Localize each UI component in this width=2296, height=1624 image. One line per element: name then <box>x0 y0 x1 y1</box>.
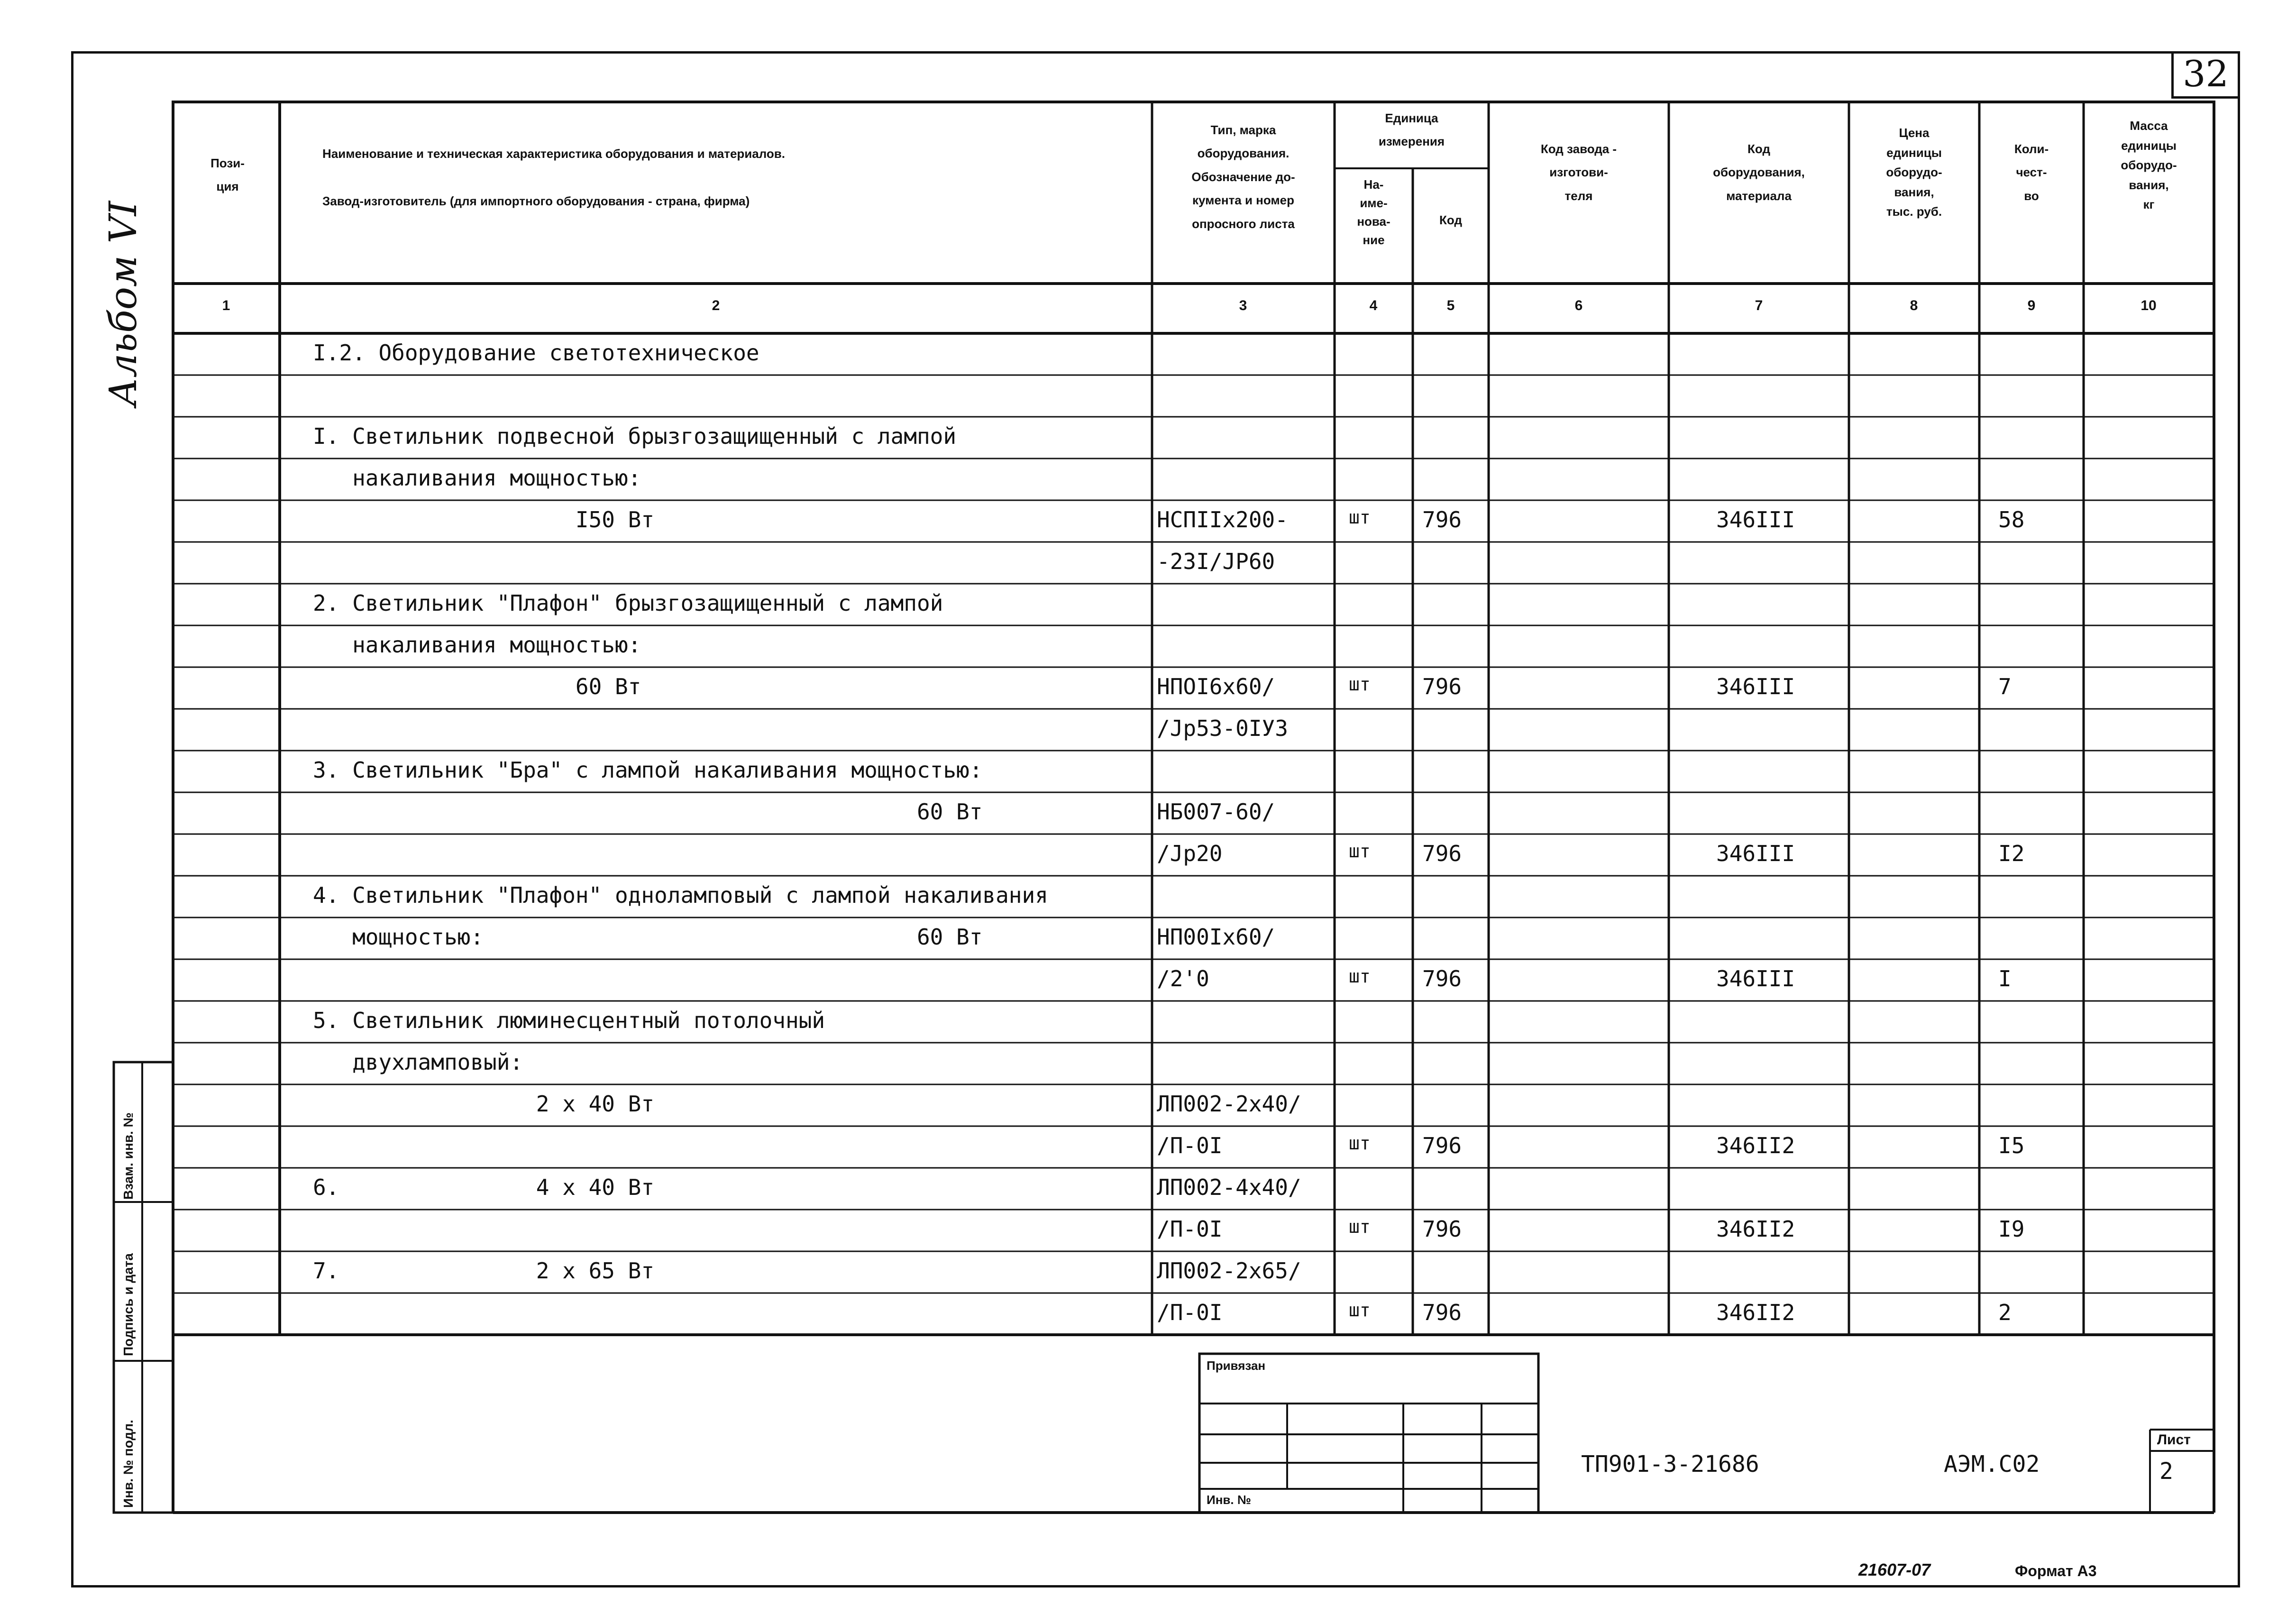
row-equipment-code: 346III <box>1716 674 1795 699</box>
row-name: 4. Светильник "Плафон" одноламповый с лампой накаливания <box>313 882 1048 908</box>
row-equipment-code: 346III <box>1716 841 1795 866</box>
row-type: /Јр53-0IУ3 <box>1157 716 1288 741</box>
row-type: НПОI6х60/ <box>1157 674 1275 699</box>
document-code: ТП901-3-21686 <box>1581 1451 1759 1477</box>
column-number: 5 <box>1446 298 1455 313</box>
album-label: Альбом VI <box>101 201 146 406</box>
header-name-a: Наименование и техническая характеристика оборудования и материалов. <box>322 147 786 161</box>
row-unit-name: шт <box>1349 674 1371 695</box>
row-type: /Јр20 <box>1157 841 1223 866</box>
row-equipment-code: 346II2 <box>1716 1300 1795 1325</box>
row-name: двухламповый: <box>313 1049 523 1075</box>
row-quantity: I5 <box>1998 1133 2025 1158</box>
row-equipment-code: 346III <box>1716 507 1795 532</box>
column-number: 7 <box>1755 298 1763 313</box>
page-number: 32 <box>2171 51 2238 99</box>
row-type: /П-0I <box>1157 1300 1223 1325</box>
row-quantity: I2 <box>1998 841 2025 866</box>
row-type: /П-0I <box>1157 1216 1223 1242</box>
row-type: ЛП002-2х65/ <box>1157 1258 1301 1284</box>
row-unit-name: шт <box>1349 966 1371 987</box>
row-name: 2 х 40 Вт <box>313 1091 655 1117</box>
footer-format: Формат А3 <box>2015 1562 2097 1579</box>
title-block-privyazan: Привязан <box>1207 1358 1266 1373</box>
column-number: 8 <box>1910 298 1918 313</box>
row-name: 7. 2 х 65 Вт <box>313 1258 655 1284</box>
row-unit-code: 796 <box>1422 1216 1462 1242</box>
row-equipment-code: 346III <box>1716 966 1795 991</box>
side-stamp-replaced-inv: Взам. инв. № <box>121 1112 136 1200</box>
row-type: НП00Iх60/ <box>1157 924 1275 950</box>
row-quantity: I <box>1998 966 2012 991</box>
header-position: Пози- ция <box>210 156 245 194</box>
row-quantity: I9 <box>1998 1216 2025 1242</box>
header-quantity: Коли- чест- во <box>2014 142 2049 203</box>
row-name: I. Светильник подвесной брызгозащищенный с лампой <box>313 423 957 449</box>
row-type: НСПIIх200- <box>1157 507 1288 532</box>
row-quantity: 2 <box>1998 1300 2012 1325</box>
row-type: НБ007-60/ <box>1157 799 1275 825</box>
side-stamp-signature-date: Подпись и дата <box>121 1253 136 1356</box>
row-name: накаливания мощностью: <box>313 632 641 658</box>
column-number: 1 <box>222 298 230 313</box>
title-block-inv-no: Инв. № <box>1207 1493 1251 1507</box>
row-unit-code: 796 <box>1422 841 1462 866</box>
row-type: ЛП002-2х40/ <box>1157 1091 1301 1117</box>
row-unit-name: шт <box>1349 507 1371 528</box>
row-type: -23I/ЈР60 <box>1157 549 1275 574</box>
row-type: /П-0I <box>1157 1133 1223 1158</box>
header-mass: Масса единицы оборудо- вания, кг <box>2121 119 2177 212</box>
row-name: I.2. Оборудование светотехническое <box>313 340 759 366</box>
document-mark: АЭМ.С02 <box>1944 1451 2040 1477</box>
column-number: 4 <box>1369 298 1378 313</box>
column-number: 9 <box>2027 298 2036 313</box>
row-unit-name: шт <box>1349 841 1371 862</box>
row-name: 5. Светильник люминесцентный потолочный <box>313 1008 825 1033</box>
column-number: 6 <box>1574 298 1583 313</box>
row-unit-code: 796 <box>1422 966 1462 991</box>
column-number: 3 <box>1239 298 1247 313</box>
header-unit: Единица измерения <box>1378 111 1445 149</box>
header-type: Тип, марка оборудования. Обозначение до- кумента и номер опросного листа <box>1191 123 1295 231</box>
row-equipment-code: 346II2 <box>1716 1133 1795 1158</box>
header-price: Цена единицы оборудо- вания, тыс. руб. <box>1886 126 1942 219</box>
column-number: 2 <box>712 298 720 313</box>
row-name: мощностью: 60 Вт <box>313 924 983 950</box>
column-number: 10 <box>2140 298 2157 313</box>
header-equipment-code: Код оборудования, материала <box>1713 142 1805 203</box>
row-equipment-code: 346II2 <box>1716 1216 1795 1242</box>
row-name: I50 Вт <box>313 507 655 532</box>
row-name: 2. Светильник "Плафон" брызгозащищенный с лампой <box>313 590 943 616</box>
row-name: 3. Светильник "Бра" с лампой накаливания мощностью: <box>313 757 983 783</box>
row-unit-name: шт <box>1349 1216 1371 1237</box>
row-unit-name: шт <box>1349 1133 1371 1154</box>
row-quantity: 7 <box>1998 674 2012 699</box>
row-unit-name: шт <box>1349 1300 1371 1321</box>
row-unit-code: 796 <box>1422 674 1462 699</box>
row-type: ЛП002-4х40/ <box>1157 1174 1301 1200</box>
row-unit-code: 796 <box>1422 507 1462 532</box>
row-type: /2'0 <box>1157 966 1209 991</box>
header-unit-code: Код <box>1439 213 1462 227</box>
row-quantity: 58 <box>1998 507 2025 532</box>
row-unit-code: 796 <box>1422 1133 1462 1158</box>
row-unit-code: 796 <box>1422 1300 1462 1325</box>
header-unit-name: На- име- нова- ние <box>1357 177 1390 247</box>
footer-stamp: 21607-07 <box>1858 1560 1931 1579</box>
sheet-label: Лист <box>2157 1432 2191 1448</box>
row-name: 60 Вт <box>313 674 641 699</box>
row-name: 6. 4 х 40 Вт <box>313 1174 655 1200</box>
row-name: накаливания мощностью: <box>313 465 641 491</box>
header-name-b: Завод-изготовитель (для импортного оборудования - страна, фирма) <box>322 194 750 208</box>
side-stamp-original-inv: Инв. № подл. <box>121 1420 136 1508</box>
sheet-number: 2 <box>2159 1458 2173 1485</box>
header-factory-code: Код завода - изготови- теля <box>1540 142 1617 203</box>
row-name: 60 Вт <box>313 799 983 825</box>
